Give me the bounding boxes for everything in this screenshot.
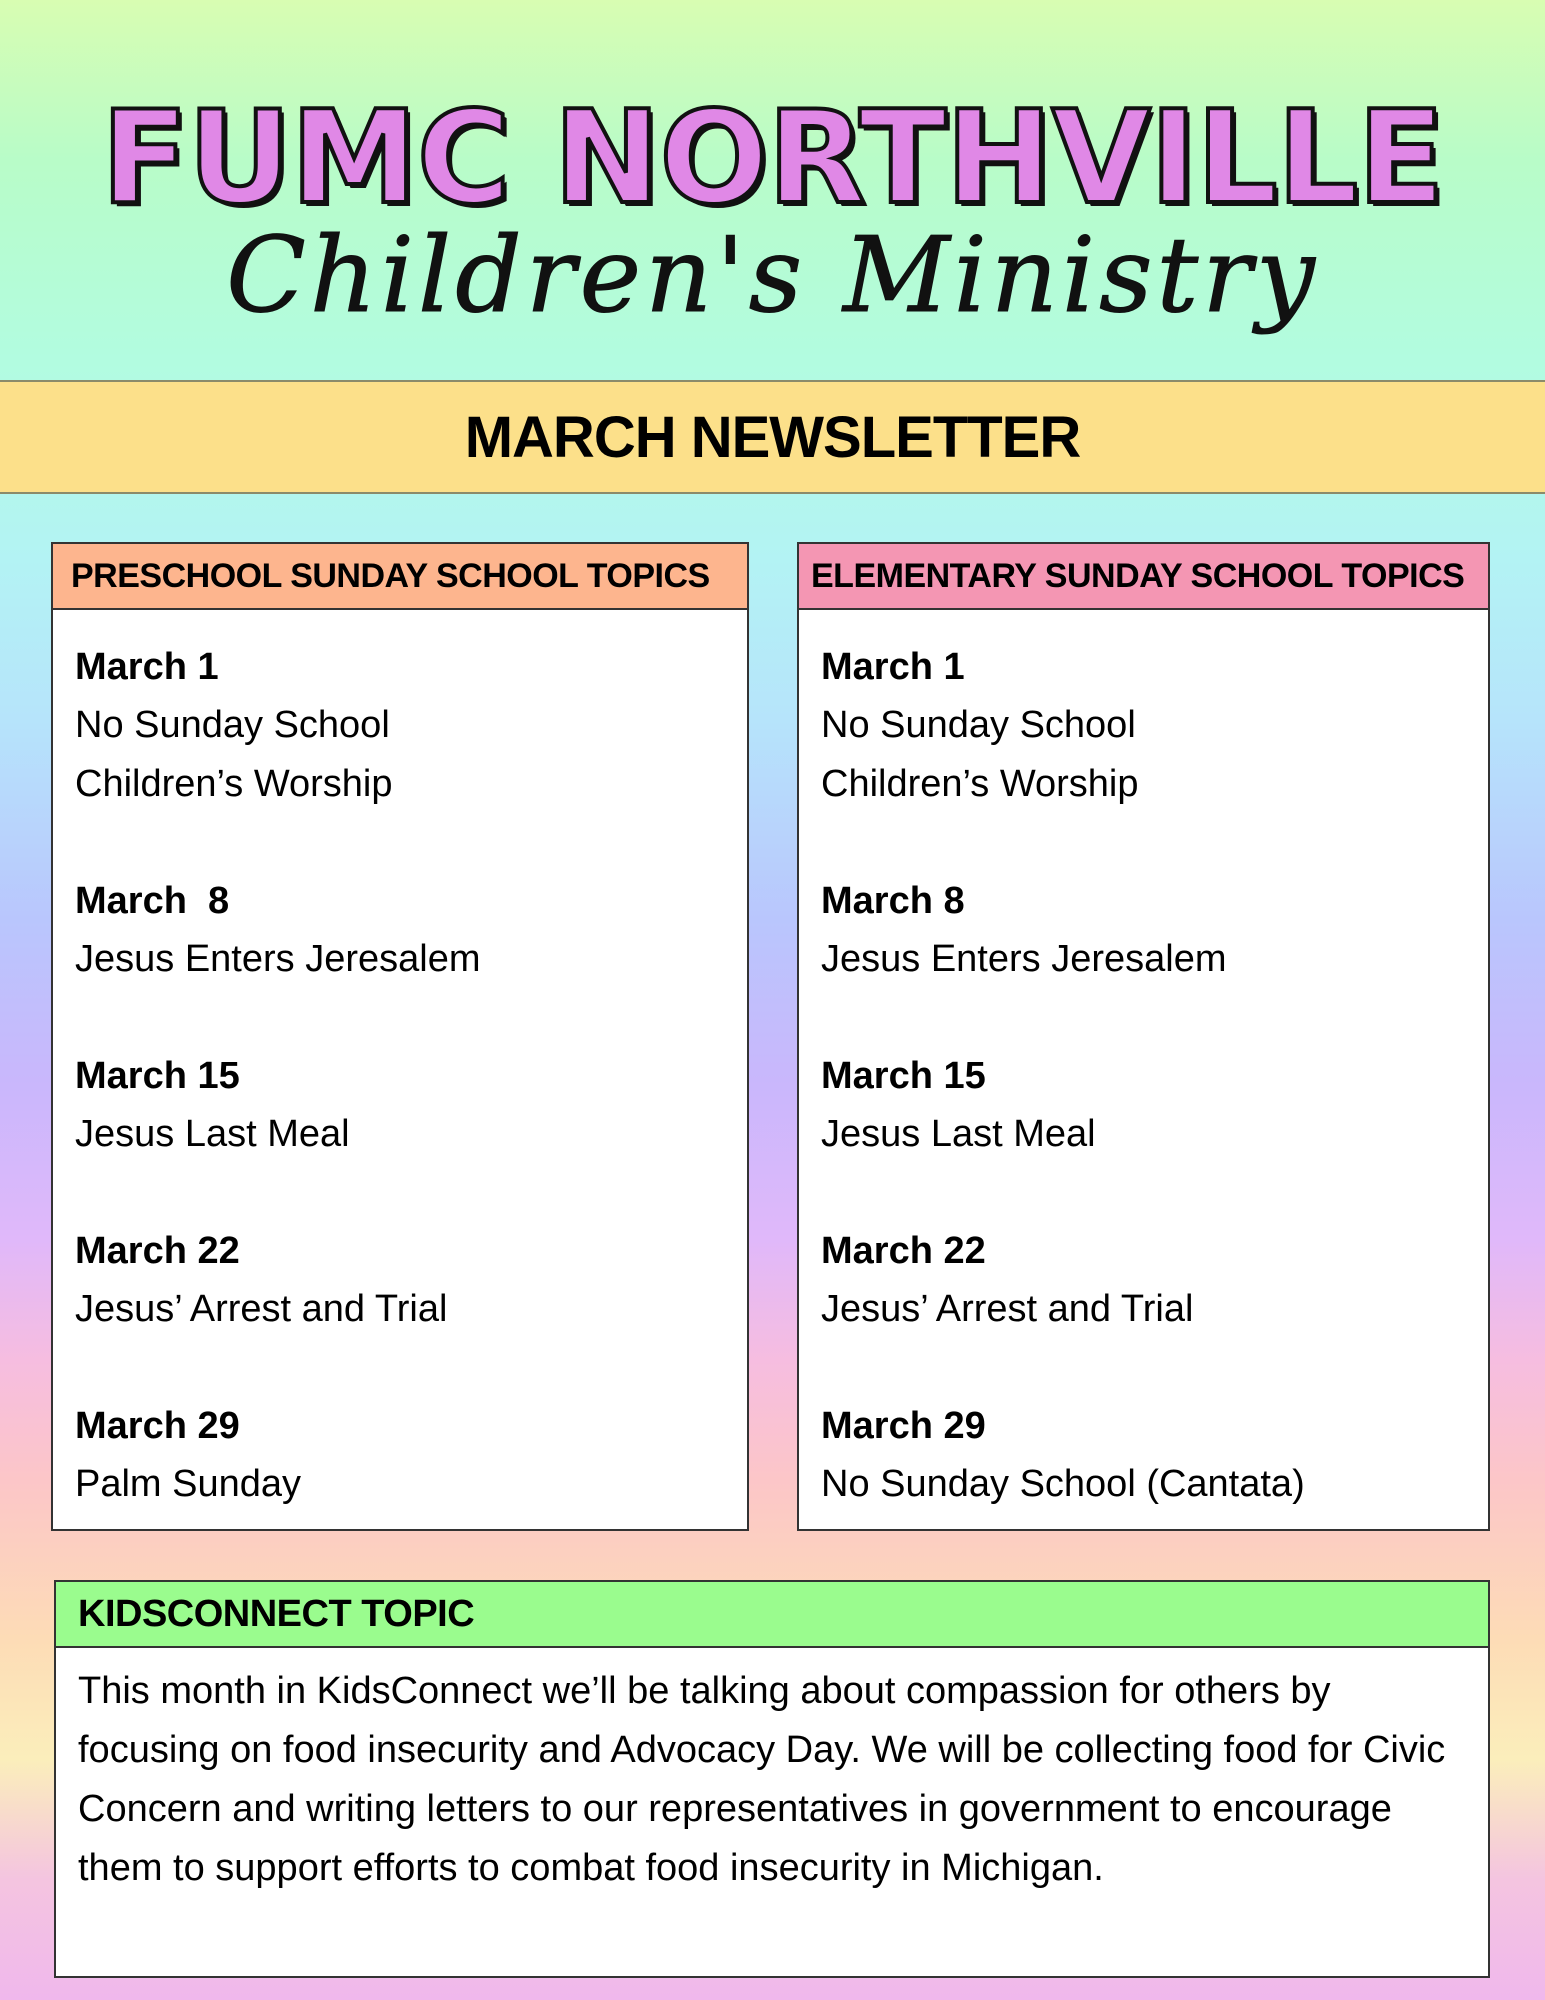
month-banner <box>0 380 1545 494</box>
entry-date: March 29 <box>75 1405 240 1447</box>
kidsconnect-description: This month in KidsConnect we’ll be talking about compassion for others by focusing on food insecurity and Advocacy Day. We will be collecting food for Civic Concern and writing letters to our representatives in government to encourage them to support efforts to combat food insecurity in Michigan. <box>78 1670 1446 1889</box>
entry-topic: Jesus Enters Jeresalem <box>75 938 481 980</box>
preschool-topics-box <box>51 542 749 1531</box>
month-banner-text: MARCH NEWSLETTER <box>464 404 1081 470</box>
entry-topic: Children’s Worship <box>821 763 1139 805</box>
schedule-entry <box>821 1047 1488 1164</box>
kidsconnect-box <box>54 1580 1490 1978</box>
schedule-entry <box>75 1222 747 1339</box>
schedule-entry <box>75 1397 747 1514</box>
entry-date: March 1 <box>75 646 219 688</box>
preschool-topics-heading: PRESCHOOL SUNDAY SCHOOL TOPICS <box>53 544 747 610</box>
schedule-entry <box>75 872 747 989</box>
entry-topic: Jesus Last Meal <box>75 1113 350 1155</box>
entry-date: March 22 <box>821 1230 986 1272</box>
preschool-topics-list <box>53 610 747 1514</box>
entry-date: March 8 <box>821 880 965 922</box>
kidsconnect-heading: KIDSCONNECT TOPIC <box>56 1582 1488 1648</box>
entry-topic: No Sunday School <box>821 704 1136 746</box>
entry-date: March 22 <box>75 1230 240 1272</box>
entry-date: March 8 <box>75 880 230 922</box>
elementary-topics-list <box>799 610 1488 1514</box>
schedule-entry <box>821 1222 1488 1339</box>
elementary-topics-heading: ELEMENTARY SUNDAY SCHOOL TOPICS <box>799 544 1488 610</box>
entry-date: March 1 <box>821 646 965 688</box>
schedule-entry <box>75 638 747 814</box>
entry-date: March 29 <box>821 1405 986 1447</box>
entry-topic: No Sunday School <box>75 704 390 746</box>
entry-date: March 15 <box>75 1055 240 1097</box>
schedule-entry <box>821 638 1488 814</box>
newsletter-subtitle: Children's Ministry <box>226 214 1319 336</box>
entry-topic: Jesus’ Arrest and Trial <box>75 1288 448 1330</box>
entry-topic: Jesus’ Arrest and Trial <box>821 1288 1194 1330</box>
schedule-entry <box>821 872 1488 989</box>
entry-topic: Jesus Last Meal <box>821 1113 1096 1155</box>
entry-topic: Children’s Worship <box>75 763 393 805</box>
entry-topic: Jesus Enters Jeresalem <box>821 938 1227 980</box>
elementary-topics-box <box>797 542 1490 1531</box>
schedule-entry <box>75 1047 747 1164</box>
entry-date: March 15 <box>821 1055 986 1097</box>
schedule-entry <box>821 1397 1488 1514</box>
newsletter-title: FUMC NORTHVILLE <box>101 84 1444 233</box>
entry-topic: No Sunday School (Cantata) <box>821 1463 1305 1505</box>
entry-topic: Palm Sunday <box>75 1463 302 1505</box>
